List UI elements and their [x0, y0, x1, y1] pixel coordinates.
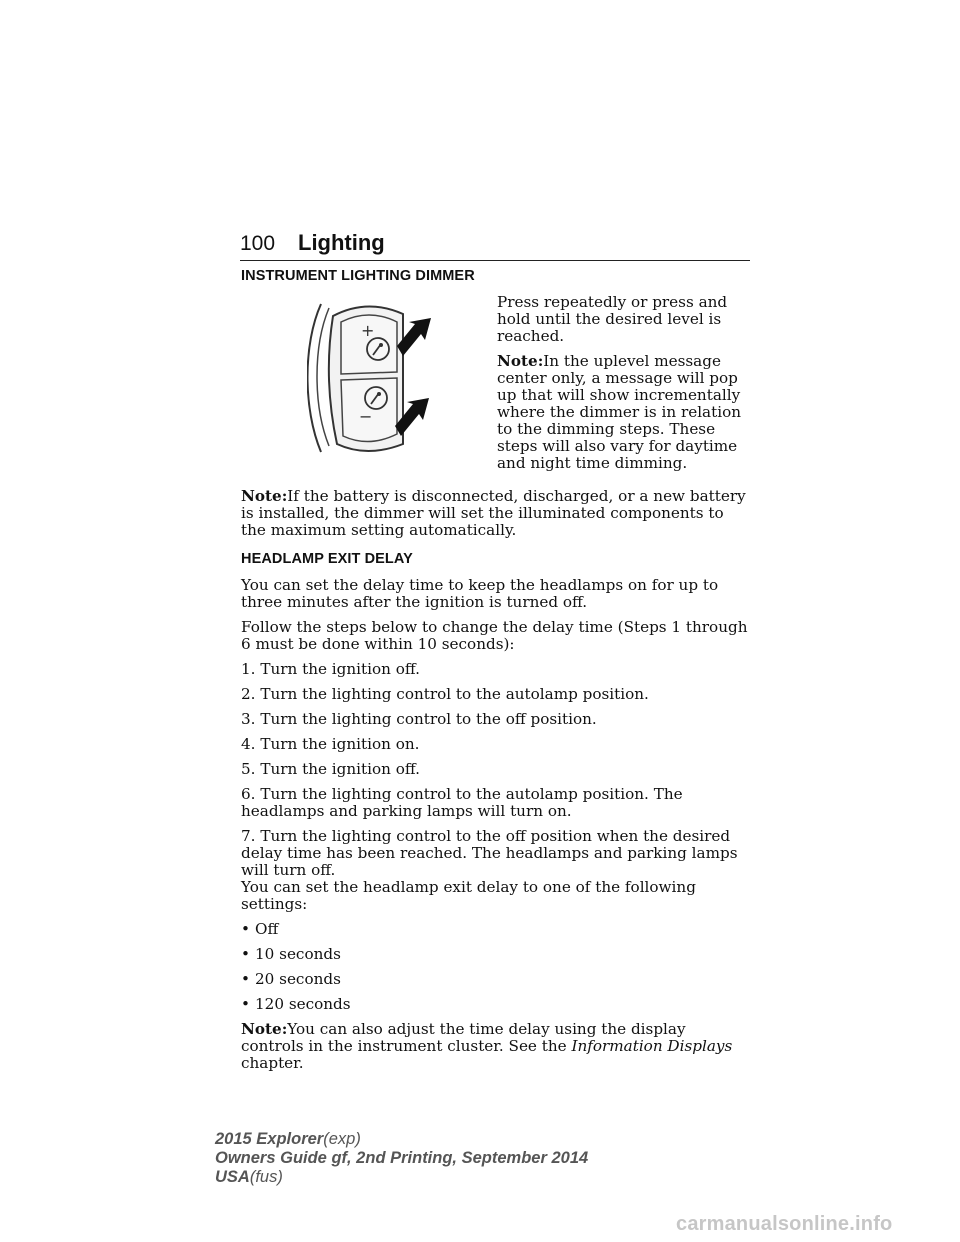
- steps-intro: Follow the steps below to change the delay time (Steps 1 through 6 must be done within 10 seconds):: [241, 618, 748, 653]
- plus-symbol: +: [361, 321, 375, 340]
- bullet-icon: •: [241, 995, 250, 1013]
- step-item: 3. Turn the lighting control to the off position.: [241, 710, 597, 728]
- list-item: • 10 seconds: [241, 945, 341, 963]
- footer-line-2: Owners Guide gf, 2nd Printing, September 2014: [215, 1149, 589, 1167]
- watermark[interactable]: carmanualsonline.info: [676, 1213, 893, 1235]
- page-header: [240, 226, 750, 261]
- step-item: 1. Turn the ignition off.: [241, 660, 420, 678]
- note-text-end: chapter.: [241, 1054, 304, 1072]
- list-item: • 120 seconds: [241, 995, 351, 1013]
- bullet-icon: •: [241, 945, 250, 963]
- step-item: 4. Turn the ignition on.: [241, 735, 420, 753]
- list-item: • 20 seconds: [241, 970, 341, 988]
- footer-line-3: USA(fus): [215, 1168, 283, 1186]
- settings-list: [241, 921, 751, 1013]
- step-item: 6. Turn the lighting control to the autolamp position. The headlamps and parking lamps will turn on.: [241, 785, 683, 820]
- note-text: If the battery is disconnected, discharged, or a new battery is installed, the dimmer will set the illuminated components to the maximum setting automatically.: [241, 487, 746, 539]
- battery-note: [241, 488, 751, 539]
- footer-line-1: 2015 Explorer(exp): [215, 1130, 361, 1148]
- dimmer-side-text: Press repeatedly or press and hold until the desired level is reached.: [497, 293, 728, 345]
- settings-intro: You can set the headlamp exit delay to one of the following settings:: [241, 878, 696, 913]
- dimmer-note: [497, 353, 759, 472]
- dimmer-heading: INSTRUMENT LIGHTING DIMMER: [241, 268, 475, 284]
- note-label: Note:: [241, 1020, 288, 1038]
- page-content: [241, 268, 751, 1080]
- minus-symbol: −: [359, 407, 373, 426]
- step-item: 7. Turn the lighting control to the off position when the desired delay time has been reached. The headlamps and parking lamps will turn off.: [241, 827, 738, 879]
- dimmer-description: [497, 294, 759, 480]
- step-item: 5. Turn the ignition off.: [241, 760, 420, 778]
- note-label: Note:: [241, 487, 288, 505]
- display-controls-note: [241, 1021, 751, 1072]
- note-text: You can also adjust the time delay using the display controls in the instrument cluster. See the: [241, 1020, 686, 1055]
- chapter-reference-link[interactable]: Information Displays: [571, 1037, 733, 1055]
- step-item: 2. Turn the lighting control to the autolamp position.: [241, 685, 649, 703]
- page-footer: [215, 1130, 588, 1187]
- dimmer-switch-illustration: [307, 294, 489, 459]
- exit-delay-heading: HEADLAMP EXIT DELAY: [241, 551, 413, 567]
- list-item: • Off: [241, 920, 279, 938]
- page-number: 100: [240, 232, 276, 255]
- note-label: Note:: [497, 352, 544, 370]
- section-title: Lighting: [298, 230, 385, 255]
- note-text: In the uplevel message center only, a message will pop up that will show incrementally where the dimmer is in relation to the dimming steps. These steps will also vary for daytime and night time dimming.: [497, 352, 741, 472]
- bullet-icon: •: [241, 920, 250, 938]
- bullet-icon: •: [241, 970, 250, 988]
- exit-delay-intro: You can set the delay time to keep the headlamps on for up to three minutes after the ignition is turned off.: [241, 576, 719, 611]
- dimmer-section: [241, 294, 751, 480]
